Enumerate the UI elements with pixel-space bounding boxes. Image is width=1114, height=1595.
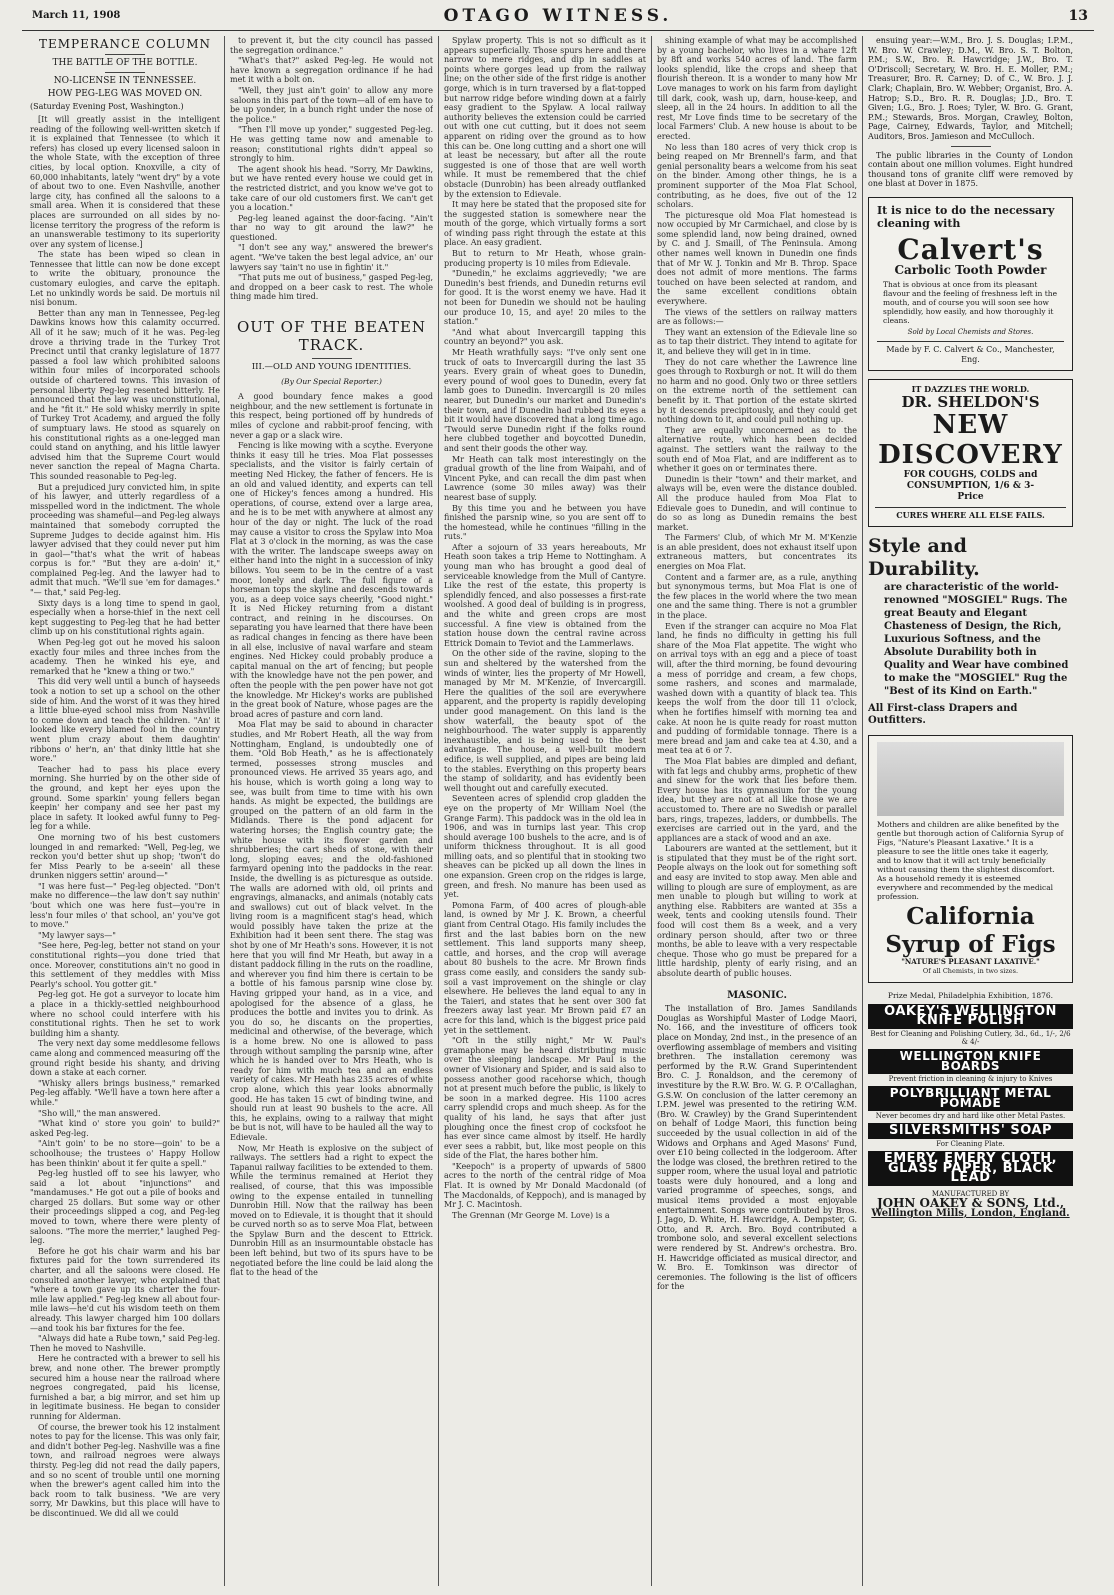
paragraph: Spylaw property. This is not so difficult as it appears superficially. Those spurs here and there narrow to mere ridges, and dip in saddles at points where gorges lead up from the railway line; on the other side of the first ridge is another gorge, which is in turn traversed by a flat-topped but narrow ridge before winding down at a fairly easy gradient to the Spylaw. A local railway authority believes the extension could be carried out with one cut cutting, but it does not seem apparent on riding over the ground as to how this can be. One long cutting and a short one will at least be necessary, but after all the route suggested is one of those that are well worth while. It must be remembered that the chief obstacle (Dunrobin) has been already outflanked by the extension to Edievale.: [444, 36, 646, 199]
sheldon-for-line: FOR COUGHS, COLDS and CONSUMPTION, 1/6 & 3-: [903, 470, 1038, 492]
paragraph: "Well, they just ain't goin' to allow any more saloons in this part of the town—all of em have to be up yonder, in a bunch right under the nose of the police.": [230, 85, 433, 124]
sheldon-price: Price: [957, 492, 984, 503]
syrup-sold: Of all Chemists, in two sizes.: [922, 966, 1019, 975]
paragraph: Peg-leg got. He got a surveyor to locate him a place in a thickly-settled neighbourhood where no school could interfere with his constitutional rights. Then he set to work building him a shanty.: [30, 990, 220, 1038]
column-2: [230, 36, 433, 1586]
paragraph: Mr Heath wrathfully says: "I've only sent one truck of oats to Invercargill during the last 35 years. Every grain of wheat goes to Dunedin, every pound of wool goes to Dunedin, every fat lamb goes to Dunedin. Invercargill is 20 miles nearer, but Dunedin's our market and Dunedin's their town, and if Dunedin had rubbed its eyes a bit it would have discovered that a long time ago. 'Twould serve Dunedin right if the folks round here clubbed together and boycotted Dunedin, and sent their goods the other way.: [444, 348, 646, 453]
masonic-officers: ensuing year:—W.M., Bro. J. S. Douglas; I.P.M., W. Bro. W. Crawley; D.M., W. Bro. S. T. Bolton, P.M.; S.W., Bro. R. Hawcridge; J.W., Bro. T. O'Driscoll; Secretary, W. Bro. H. E. Moller, P.M.; Treasurer, Bro. R. Carney; D. of C., W. Bro. J. J. Clark; Chaplain, Bro. W. Webber; Organist, Bro. A. Hatrop; S.D., Bro. R. R. Douglas; J.D., Bro. T. Given; I.G., Bro. J. Roes; Tyler, W. Bro. G. Grant, P.M.; Stewards, Bros. Morgan, Crawley, Bolton, Page, Cairney, Edwards, Taylor, and Mitchell; Auditors, Bros. Jamieson and McCulloch.: [868, 36, 1073, 141]
oakey-caption-3: Never becomes dry and hard like other Metal Pastes.: [875, 1112, 1066, 1121]
paragraph: The Moa Flat babies are dimpled and defiant, with fat legs and chubby arms, prophetic of thew and sinew for the work that lies before them. Every house has its gymnasium for the young idea, but they are not at all like those we are accustomed to. There are no Swedish or parallel bars, rings, trapezes, ladders, or dumbbells. The exercises are carried out in the yard, and the appliances are a stack of wood and an axe.: [657, 756, 857, 843]
page-number: 13: [1068, 8, 1088, 24]
calvert-intro: It is nice to do the necessary cleaning with: [877, 203, 1055, 230]
syrup-tagline: "NATURE'S PLEASANT LAXATIVE.": [901, 957, 1040, 967]
calvert-body: That is obvious at once from its pleasant flavour and the feeling of freshness left in the mouth, and of course you will soon see how splendidly, how easily, and how thoroughly it cleans.: [883, 279, 1058, 325]
paragraph: "I don't see any way," answered the brewer's agent. "We've taken the best legal advice, an' our lawyers say 'tain't no use in fightin' it.": [230, 243, 433, 272]
calvert-brand: Calvert's: [897, 232, 1044, 266]
paragraph: "And what about Invercargill tapping this country an beyond?" you ask.: [444, 327, 646, 347]
byline: (By Our Special Reporter.): [281, 376, 382, 386]
paragraph: But to return to Mr Heath, whose grain-producing property is 10 miles from Edievale.: [444, 249, 646, 268]
temperance-article-continued: [230, 36, 433, 302]
beaten-track-body: [230, 392, 433, 1278]
newspaper-title: OTAGO WITNESS.: [443, 6, 673, 26]
temperance-article-body: [30, 115, 220, 1519]
paragraph: Fencing is like mowing with a scythe. Everyone thinks it easy till he tries. Moa Flat possesses specialists, and the visitor is fairly certain of meeting Ned Hickey, the father of fencers. He is an old and valued identity, and experts can tell one of Hickey's fences among a hundred. His operations, of course, extend over a large area, and he is to be met with anywhere at almost any hour of the day or night. The luck of the road may cause a visitor to cross the Spylaw into Moa Flat at 3 o'clock in the morning, as was the case with the writer. The landscape sweeps away on either hand into the night in a succession of inky billows. You seem to be in the centre of a vast moor, lonely and dark. The full figure of a horseman tops the skyline and descends towards you, as a deep voice says cheerily, "Good night." It is Ned Hickey returning from a distant contract, and reining in he discourses. On separating you have learned that there have been as radical changes in fencing as there have been in all else, inclusive of naval warfare and steam engines. Ned Hickey could probably produce a capital manual on the art of fencing; but people with the knowledge have not the pen power, and often the people with the pen power have not got the knowledge. Mr Hickey's works are published in the great book of Nature, whose pages are the broad acres of pasture and corn land.: [230, 441, 433, 719]
paragraph: No less than 180 acres of very thick crop is being reaped on Mr Brennell's farm, and that genial personality bears a welcome from his seat on the binder. Among other things, he is a prominent supporter of the Moa Flat School, contributing, as he does, five out of the 12 scholars.: [657, 142, 857, 210]
mosgiel-body: are characteristic of the world-renowned "MOSGIEL" Rugs. The great Beauty and Elegant Chasteness of Design, the Rich, Luxurious Softness, and the Absolute Durability both in Quality and Wear have combined to make the "MOSGIEL" Rug the "Best of its Kind on Earth.": [884, 582, 1069, 698]
syrup-brand-line2: Syrup of Figs: [885, 931, 1056, 959]
oakey-caption-2: Prevent friction in cleaning & injury to Knives: [888, 1075, 1053, 1084]
paragraph: Now, Mr Heath is explosive on the subject of railways. The settlers had a right to expect the Tapanui railway facilities to be extended to them. While the terminus remained at Heriot they realised, of course, that this was impossible owing to the expense entailed in tunnelling Dunrobin Hill. Now that the railway has been moved on to Edievale, it is thought that it should be curved north so as to serve Moa Flat, between the Spylaw Burn and the descent to Ettrick. Dunrobin Hill as an insurmountable obstacle has been left behind, but two of its spurs have to be negotiated before the line could be laid along the flat to the head of the: [230, 1143, 433, 1278]
masonic-text: The installation of Bro. James Sandilands Douglas as Worshipful Master of Lodge Maori, No. 166, and the investiture of officers took place on Monday, 2nd inst., in the presence of an overflowing assemblage of members and visiting brethren. The installation ceremony was performed by the R.W. Grand Superintendent Bro. C. J. Ronaldson, and the ceremony of investiture by the R.W. Bro. W. G. P. O'Callaghan, G.S.W. On conclusion of the latter ceremony an I.P.M. jewel was presented to the retiring W.M. (Bro. W. Crawley) by the Grand Superintendent on behalf of Lodge Maori, this function being succeeded by the usual collection in aid of the Widows and Orphans and Aged Masons' Fund, over £10 being collected in the lodgeroom. After the lodge was closed, the brethren retired to the supper room, where the usual loyal and patriotic toasts were duly honoured, and a long and varied programme of speeches, songs, and musical items provided a most enjoyable entertainment. Songs were contributed by Bros. J. Jago, D. White, H. Hawcridge, A. Dempster, G. Otto, and R. Arch. Bro. Boyd contributed a trombone solo, and several excellent selections were rendered by St. Andrew's orchestra. Bro. H. Hawcridge officiated as musical director, and W. Bro. E. Tomkinson was director of ceremonies. The following is the list of officers for the: [657, 1004, 857, 1292]
paragraph: This did very well until a bunch of hayseeds took a notion to set up a school on the other side of him. And the worst of it was they hired a little blue-eyed school miss from Nashville to come down and teach the children. "An' it looked like every blamed fool in the country went plum crazy about them daughtin' ribbons o' her'n, an' that dinky little hat she wore.": [30, 677, 220, 764]
paragraph: The Farmers' Club, of which Mr M. M'Kenzie is an able president, does not exhaust itself upon extraneous matters, but concentrates its energies on Moa Flat.: [657, 533, 857, 572]
sheldon-name: DR. SHELDON'S: [901, 392, 1040, 411]
paragraph: Dunedin is their "town" and their market, and always will be, even were the distance doubled. All the produce hauled from Moa Flat to Edievale goes to Dunedin, and will continue to do so as long as Dunedin remains the best market.: [657, 474, 857, 532]
paragraph: Labourers are wanted at the settlement, but it is stipulated that they must be of the right sort. People always on the look out for something soft and easy are invited to stop away. Men able and willing to plough are sure of employment, as are men unable to plough but willing to work at anything else. Rabbiters are wanted at 35s a week, tents and cooking utensils found. Their food will cost them 8s a week, and a very ordinary person should, after two or three months, be able to leave with a very respectable cheque. Those who go must be prepared for a little hardship, plenty of early rising, and an absolute dearth of public houses.: [657, 844, 857, 978]
paragraph: "Whisky allers brings business," remarked Peg-leg affably. "We'll have a town here after a while.": [30, 1078, 220, 1107]
oakey-caption-1: Best for Cleaning and Polishing Cutlery, 3d., 6d., 1/-, 2/6 & 4/-: [870, 1030, 1071, 1047]
paragraph: The Grennan (Mr George M. Love) is a: [452, 1210, 610, 1220]
divider: [951, 146, 991, 147]
paragraph: Here he contracted with a brewer to sell his brew, and none other. The brewer promptly secured him a house near the railroad where negroes congregated, paid his license, furnished a bar, a big mirror, and set him up in legitimate business. He began to consider running for Alderman.: [30, 1354, 220, 1421]
calvert-product: Carbolic Tooth Powder: [894, 262, 1047, 277]
column-rule: [651, 36, 652, 1586]
mosgiel-advertisement: [868, 535, 1073, 727]
column-4: [657, 36, 857, 1586]
paragraph: "Then I'll move up yonder," suggested Peg-leg. He was getting tame now and amenable to reason; constitutional rights didn't appeal so strongly to him.: [230, 125, 433, 164]
paragraph: Mr Heath can talk most interestingly on the gradual growth of the line from Waipahi, and of Vincent Pyke, and can recall the dim past when Lawrence (some 30 miles away) was their nearest base of supply.: [444, 454, 646, 502]
libraries-paragraph: The public libraries in the County of London contain about one million volumes. Eight hundred thousand tons of granite cliff were removed by one blast at Dover in 1875.: [868, 150, 1073, 189]
temperance-column-title: TEMPERANCE COLUMN: [38, 37, 212, 51]
paragraph: The very next day some meddlesome fellows came along and commenced measuring off the ground right beside his shanty, and driving down a stake at each corner.: [30, 1039, 220, 1078]
paragraph: "I was here fust—" Peg-leg objected. "Don't make no difference—the law don't say nuthin' 'bout which one was here fust—you're in less'n four miles o' that school, an' you've got to move.": [30, 881, 220, 930]
dateline: (Saturday Evening Post, Washington.): [30, 102, 184, 112]
syrup-of-figs-advertisement: [868, 735, 1073, 983]
paragraph: By this time you and he between you have finished the parsnip wine, so you are sent off to the homestead, while he continues "filling in the ruts.": [444, 503, 646, 542]
oakey-emery: EMERY, EMERY CLOTH, GLASS PAPER, BLACK LEAD: [868, 1151, 1073, 1186]
column-rule: [224, 36, 225, 1586]
paragraph: Better than any man in Tennessee, Peg-leg Dawkins knows how this calamity occurred. All of it he saw; much of it he was. Peg-leg drove a thriving trade in the Turkey Trot Precinct until that cranky legislature of 1877 passed a fool law which prohibited saloons within four miles of incorporated schools outside of chartered towns. This invasion of personal liberty Peg-leg resented bitterly. He announced that the law was unconstitutional, and he "fit it." He sold whisky merrily in spite of Turkey Trot Academy, and argued the folly of sumptuary laws. He stood as squarely on his constitutional rights as a one-legged man could stand on anything, and his little lawyer advised him that the Supreme Court would never sanction the repeal of Magna Charta. This sounded reasonable to Peg-leg.: [30, 308, 220, 481]
paragraph: They want an extension of the Edievale line so as to tap their district. They intend to agitate for it, and believe they will get in in time.: [657, 327, 857, 356]
oakey-caption-4: For Cleaning Plate.: [936, 1140, 1005, 1148]
paragraph: "What's that?" asked Peg-leg. He would not have known a segregation ordinance if he had met it with a bolt on.: [230, 56, 433, 85]
calvert-advertisement: [868, 197, 1073, 371]
paragraph: Pomona Farm, of 400 acres of plough-able land, is owned by Mr J. K. Brown, a cheerful giant from Central Otago. His family includes the first and the last babies born on the new settlement. This land supports many sheep, cattle, and horses, and the crop will average about 80 bushels to the acre. Mr Brown finds grass come easily, and considers the sandy sub-soil a vast improvement on the shingle or clay elsewhere. He believes the land equal to any in the Taieri, and states that he sent over 300 fat freezers away last year. Mr Brown paid £7 an acre for this land, which is the biggest price paid yet in the settlement.: [444, 900, 646, 1035]
paragraph: Of course, the brewer took his 12 instalment notes to pay for the license. This was only fair, and didn't bother Peg-leg. Nashville was a fine town, and railroad negroes were always thirsty. Peg-leg did not read the daily papers, and so no scent of trouble until one morning when the brewer's agent called him into the back room to talk business. "We are very sorry, Mr Dawkins, but this place will have to be discontinued. We did all we could: [30, 1422, 220, 1518]
paragraph: Seventeen acres of splendid crop gladden the eye on the property of Mr William Noel (the Grange Farm). This paddock was in the old lea in 1906, and was in turnips last year. This crop should average 100 bushels to the acre, and is of uniform thickness throughout. It is all good milling oats, and so plentiful that in stooking two sheaves can be picked up all down the lines in one expansion. Green crop on the ridges is large, green, and fresh. No manure has been used as yet.: [444, 794, 646, 900]
column-1: [30, 36, 220, 1586]
paragraph: The views of the settlers on railway matters are as follows:—: [657, 307, 857, 327]
paragraph: Moa Flat may be said to abound in character studies, and Mr Robert Heath, all the way from Nottingham, England, is undoubtedly one of them. "Old Bob Heath," as he is affectionately termed, possesses strong muscles and pronounced views. He arrived 35 years ago, and his house, which is worth going a long way to see, was built from time to time with his own hands. As might be expected, the buildings are grouped on the pattern of an old farm in the Midlands. There is the pond adjacent for watering horses; the English country gate; the white house with its flower garden and shrubberies; the cart sheds of stone, with their long, sloping eaves; and the old-fashioned farmyard opening into the paddocks in the rear. Inside, the dwelling is as picturesque as outside. The walls are adorned with old, oil prints and engravings, almanacks, and animals (notably cats and swallows) cut out of black velvet. In the living room is a magnificent stag's head, which would possibly have taken the prize at the Exhibition had it been sent there. The stag was shot by one of Mr Heath's sons. However, it is not here that you will find Mr Heath, but away in a distant paddock filling in the ruts on the roadline, and wherever you find him there is certain to be a bottle of his famous parsnip wine close by. Having gripped your hand, as in a vice, and apologised for the absence of a glass, he produces the bottle and invites you to drink. As you do so, he discants on the properties, medicinal and otherwise, of the beverage, which is a home brew. No one is allowed to pass through without sampling the parsnip wine, after which he is handed over to Mrs Heath, who is ready for him with much tea and an endless variety of cakes. Mr Heath has 235 acres of white crop alone, which this year looks abnormally good. He has taken 15 cwt of binding twine, and should run at least 90 bushels to the acre. All this, he explains, owing to a railway that might be but is not, will have to be hauled all the way to Edievale.: [230, 720, 433, 1142]
beaten-track-continued: [444, 36, 646, 1220]
paragraph: Peg-leg leaned against the door-facing. "Ain't thar no way to git around the law?" he questioned.: [230, 213, 433, 242]
masonic-heading: MASONIC.: [727, 989, 787, 1001]
paragraph: "My lawyer says—": [38, 930, 116, 940]
children-illustration: [877, 742, 1064, 816]
syrup-body: Mothers and children are alike benefited by the gentle but thorough action of California Syrup of Figs, "Nature's Pleasant Laxative." It is a pleasure to see the little ones take it eagerly, and to know that it will act truly beneficially without causing them the slightest discomfort. As a household remedy it is esteemed everywhere and recommended by the medical profession.: [877, 820, 1064, 902]
peg-leg-heading: HOW PEG-LEG WAS MOVED ON.: [47, 88, 203, 99]
paragraph: When Peg-leg got out he moved his saloon exactly four miles and three inches from the academy. Then he winked his eye, and remarked that he "knew a thing or two.": [30, 638, 220, 676]
column-rule: [438, 36, 439, 1586]
paragraph: Even if the stranger can acquire no Moa Flat land, he finds no difficulty in getting his full share of the Moa Flat appetite. The wight who on arrival toys with an egg and a piece of toast will, after the third morning, be found devouring a mess of porridge and cream, a few chops, some rashers, and scones and marmalade, washed down with a quantity of black tea. This keeps the wolf from the door till 11 o'clock, when he fortifies himself with morning tea and cake. At noon he is quite ready for roast mutton and pudding of formidable tonnage. There is a mere bread and jam and cake tea at 4.30, and a meat tea at 6 or 7.: [657, 621, 857, 756]
beaten-track-subtitle: III.—OLD AND YOUNG IDENTITIES.: [251, 362, 412, 373]
column-5: [868, 36, 1073, 1586]
calvert-maker: Made by F. C. Calvert & Co., Manchester, Eng.: [877, 341, 1064, 364]
divider: [312, 358, 352, 359]
paragraph: Teacher had to pass his place every morning. She hurried by on the other side of the ground, and kept her eyes upon the ground. Some sparkin' young fellers began keepin' her company and see her past my place in safety. It looked awful funny to Peg-leg for a while.: [30, 764, 220, 832]
oakey-prize: Prize Medal, Philadelphia Exhibition, 1876.: [887, 991, 1054, 1001]
mosgiel-headline: Style and Durability.: [868, 535, 980, 581]
calvert-sold: Sold by Local Chemists and Stores.: [907, 327, 1034, 336]
temperance-battle-heading: THE BATTLE OF THE BOTTLE.: [52, 57, 198, 68]
oakey-knife-polish: OAKEY'S WELLINGTON KNIFE POLISH: [868, 1004, 1073, 1029]
divider: [105, 72, 145, 73]
oakey-knife-boards: WELLINGTON KNIFE BOARDS: [868, 1049, 1073, 1074]
paragraph: The picturesque old Moa Flat homestead is now occupied by Mr Carmichael, and close by is some splendid land, now being drained, owned by C. and J. Smaill, of The Peninsula. Among other names well known in Dunedin one finds that of Mr W. J. Tonkin and Mr B. Throp. Space does not admit of more mentions. The farms touched on have been selected at random, and the same excellent conditions obtain everywhere.: [657, 210, 857, 307]
paragraph: Content and a farmer are, as a rule, anything but synonymous terms, but Moa Flat is one of the few places in the world where the two mean one and the same thing. There is not a grumbler in the place.: [657, 572, 857, 621]
paragraph: "Sho will," the man answered.: [38, 1108, 161, 1118]
beaten-track-continued-2: [657, 36, 857, 979]
paragraph: After a sojourn of 33 years hereabouts, Mr Heath soon takes a trip Heme to Nottingham. A young man who has brought a good deal of serviceable knowledge from the Mull of Cantyre. Like the rest of the estate, this property is splendidly fenced, and also possesses a first-rate woolshed. A good deal of building is in progress, and the white and green crops are most successful. A fine view is obtained from the station house down the central ravine across Ettrick Domain to Teviot and the Lammerlaws.: [444, 542, 646, 648]
paragraph: "Ain't goin' to be no store—goin' to be a schoolhouse; the trustees o' Happy Hollow has been thinkin' about it fer quite a spell.": [30, 1139, 220, 1168]
sheldon-cures: CURES WHERE ALL ELSE FAILS.: [875, 507, 1066, 521]
paragraph: Peg-leg hustled off to see his lawyer, who said a lot about "injunctions" and "mandamuses." He got out a pile of books and charged 25 dollars. But some way or other their proceedings slipped a cog, and Peg-leg moved to town, where there were plenty of saloons. "The more the merrier," laughed Peg-leg.: [30, 1169, 220, 1246]
oakey-metal-pomade: POLYBRILLIANT METAL POMADE: [868, 1086, 1073, 1111]
column-rule: [862, 36, 863, 1586]
paragraph: [It will greatly assist in the intelligent reading of the following well-written sketch if it is explained that Tennessee (to which it refers) has closed up every licensed saloon in the whole State, with the exception of three cities, by local option. Knoxville, a city of 60,000 inhabitants, lately "went dry" by a vote of about two to one. Even Nashville, another large city, has confined all the saloons to a small area. When it is considered that these places are surrounded on all sides by no-license territory the progress of the reform is an unanswerable testimony to its superiority over any system of license.]: [30, 114, 220, 249]
mosgiel-footer: All First-class Drapers and Outfitters.: [868, 703, 1018, 727]
paragraph: The state has been wiped so clean in Tennessee that little can now be done except to write the obituary, pronounce the customary eulogies, and carve the epitaph. Let no unkindly words be said. De mortuis nil nisi bonum.: [30, 250, 220, 308]
oakey-firm: JOHN OAKEY & SONS, Ltd.,: [876, 1196, 1065, 1211]
masthead: [22, 4, 1094, 31]
paragraph: "See here, Peg-leg, better not stand on your constitutional rights—you done tried that once. Moreover, constitutions ain't no good in this settlement of they meddles with Miss Pearly's school. You gotter git.": [30, 941, 220, 989]
sheldon-product: NEW DISCOVERY: [878, 410, 1063, 471]
paragraph: "Oft in the stilly night," Mr W. Paul's gramaphone may be heard distributing music over the sleeping landscape. Mr Paul is the owner of Visionary and Spider, and is said also to possess another good racehorse which, though not at present much before the public, is likely to be soon in a marked degree. His 1100 acres carry splendid crops and much sheep. As for the quality of his land, he says that after just ploughing once the finest crop of cocksfoot he has ever since came almost by itself. He hardly ever sees a rabbit, but, like most people on this side of the Flat, the hares bother him.: [444, 1036, 646, 1161]
paragraph: It may here be stated that the proposed site for the suggested station is somewhere near the mouth of the gorge, which virtually forms a sort of winding pass right through the estate at this place. An easy gradient.: [444, 200, 646, 248]
paragraph: "That puts me out of business," gasped Peg-leg, and dropped on a beer cask to rest. The whole thing made him tired.: [230, 273, 433, 302]
paragraph: They are equally unconcerned as to the alternative route, which has been decided against. The settlers want the railway to the south end of Moa Flat, and are indifferent as to whether it goes on or terminates there.: [657, 425, 857, 474]
sheldon-advertisement: [868, 379, 1073, 527]
beaten-track-title: OUT OF THE BEATEN TRACK.: [236, 318, 427, 355]
paragraph: Sixty days is a long time to spend in gaol, especially when a horse-thief in the next cell kept suggesting to Peg-leg that he had better climb up on his constitutional rights again.: [30, 598, 220, 637]
paragraph: But a prejudiced jury convicted him, in spite of his lawyer, and utterly regardless of a misspelled word in the indictment. The whole proceeding was shameful—and Peg-leg always maintained that somebody corrupted the Supreme Judges to decide against him. His lawyer advised that they could never put him in gaol—"that's what the writ of habeas corpus is for." "But they are a-doin' it," complained Peg-leg. And the lawyer had to admit that much. "We'll sue 'em for damages." "— that," said Peg-leg.: [30, 482, 220, 598]
syrup-brand-line1: California: [906, 903, 1035, 931]
paragraph: "What kind o' store you goin' to build?" asked Peg-leg.: [30, 1119, 220, 1138]
oakey-manufactured-by: MANUFACTURED BY: [931, 1189, 1010, 1198]
paragraph: "Dunedin," he exclaims aggrievedly; "we are Dunedin's best friends, and Dunedin returns evil for good. It is the worst enemy we have. Had it not been for Dunedin we should not be hauling our produce 10, 15, and aye! 20 miles to the station.": [444, 269, 646, 327]
oakey-advertisement: [868, 991, 1073, 1218]
oakey-silversmiths-soap: SILVERSMITHS' SOAP: [868, 1123, 1073, 1139]
issue-date: March 11, 1908: [32, 10, 121, 21]
divider: [105, 54, 145, 55]
paragraph: One morning two of his best customers lounged in and remarked: "Well, Peg-leg, we reckon you'd better shut up shop; 'twon't do fer Miss Pearly to be a-seein' all these drunken niggers settin' around—": [30, 832, 220, 881]
paragraph: shining example of what may be accomplished by a young bachelor, who lives in a whare 12ft by 8ft and works 540 acres of land. The farm looks splendid, like the crops and sheep that flourish thereon. It is a wonder to many how Mr Love manages to work on his farm from daylight till dark, cook, wash up, darn, house-keep, and sleep, all in the 24 hours. In addition to all the rest, Mr Love finds time to be secretary of the local Farmers' Club. A new house is about to be erected.: [657, 36, 857, 141]
paragraph: The agent shook his head. "Sorry, Mr Dawkins, but we have rented every house we could get in the restricted district, and you know we've got to take care of our old customers first. We can't get you a location.": [230, 164, 433, 213]
paragraph: They do not care whether the Lawrence line goes through to Roxburgh or not. It will do them no harm and no good. Only two or three settlers on the extreme north of the settlement can benefit by it. That portion of the estate skirted by it descends precipitously, and they could get nothing down to it, and could pull nothing up.: [657, 357, 857, 425]
paragraph: "Keepoch" is a property of upwards of 5800 acres to the north of the central ridge of Moa Flat. It is owned by Mr Donald Macdonald (of The Macdonalds, of Keppoch), and is managed by Mr J. C. Macintosh.: [444, 1161, 646, 1210]
paragraph: to prevent it, but the city council has passed the segregation ordinance.": [230, 36, 433, 55]
oakey-address: Wellington Mills, London, England.: [871, 1207, 1070, 1219]
paragraph: A good boundary fence makes a good neighbour, and the new settlement is fortunate in this respect, being portioned off by hundreds of miles of cyclone and rabbit-proof fencing, with never a gap or a slack wire.: [230, 392, 433, 440]
no-license-heading: NO-LICENSE IN TENNESSEE.: [53, 76, 197, 87]
paragraph: "Always did hate a Rube town," said Peg-leg. Then he moved to Nashville.: [30, 1334, 220, 1353]
sheldon-tagline: IT DAZZLES THE WORLD.: [911, 384, 1030, 395]
paragraph: On the other side of the ravine, sloping to the sun and sheltered by the watershed from the winds of winter, lies the property of Mr Howell, managed by Mr M. M'Kenzie, of Invercargill. Here the qualities of the soil are everywhere apparent, and the property is rapidly developing under good management. On this land is the show waterfall, the beauty spot of the neighbourhood. The water supply is apparently inexhaustible, and is being used to the best advantage. The house, a well-built modern edifice, is well supplied, and pipes are being laid to the stables. Everything on this property bears the stamp of solidarity, and has evidently been well thought out and carefully executed.: [444, 649, 646, 793]
column-3: [444, 36, 646, 1586]
paragraph: Before he got his chair warm and his bar fixtures paid for the town surrendered its charter, and all the saloons were closed. He consulted another lawyer, who explained that "where a town gave up its charter the four-mile law applied." Peg-leg knew all about four-mile laws—he'd cut his wisdom teeth on them already. This lawyer charged him 100 dollars—and took his bar fixtures for the fee.: [30, 1246, 220, 1333]
